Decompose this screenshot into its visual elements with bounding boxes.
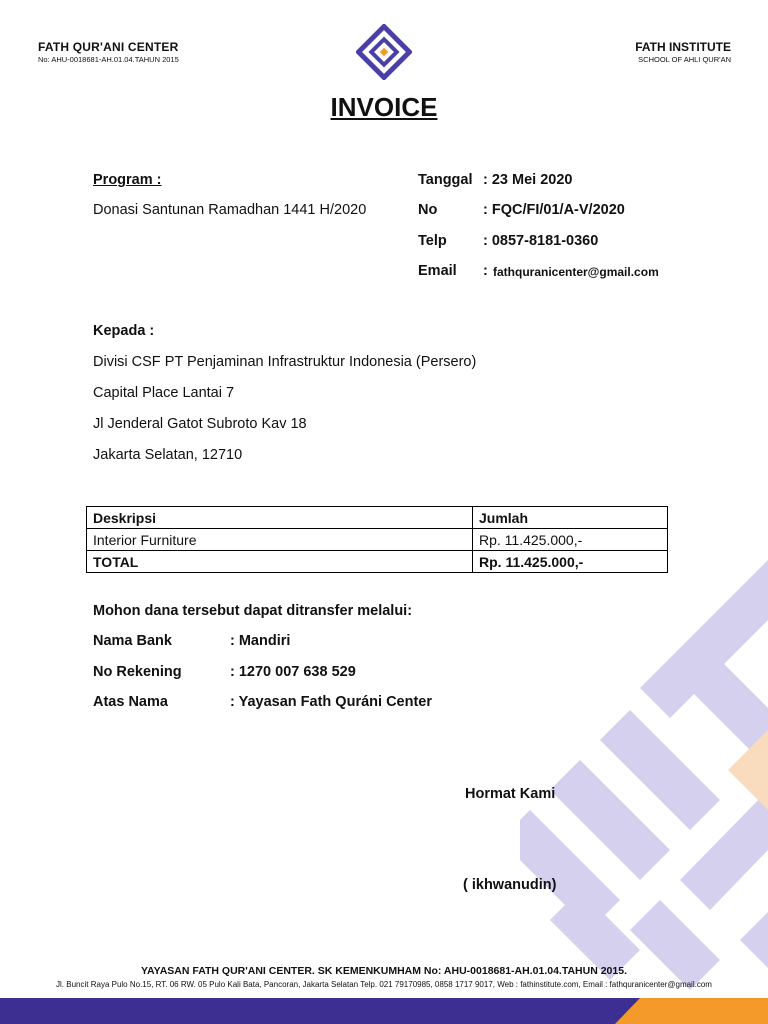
org-registration: No: AHU-0018681-AH.01.04.TAHUN 2015 [38, 55, 179, 64]
bank-value: : Mandiri [230, 633, 291, 649]
table-total-row [87, 551, 668, 573]
total-label: TOTAL [87, 551, 473, 573]
col-description-header: Deskripsi [87, 507, 473, 529]
account-value: : 1270 007 638 529 [230, 664, 356, 680]
invoice-no-label: No [418, 202, 438, 218]
col-amount-header: Jumlah [473, 507, 668, 529]
recipient-line-3: Jl Jenderal Gatot Subroto Kav 18 [93, 416, 307, 432]
table-header-row [87, 507, 668, 529]
date-value: : 23 Mei 2020 [483, 172, 573, 188]
institute-tagline: SCHOOL OF AHLI QUR'AN [638, 55, 731, 64]
org-name: FATH QUR'ANI CENTER [38, 40, 179, 54]
footer-title: YAYASAN FATH QUR'ANI CENTER. SK KEMENKUMHAM No: AHU-0018681-AH.01.04.TAHUN 2015. [141, 965, 627, 977]
email-value: fathquranicenter@gmail.com [493, 265, 659, 279]
date-label: Tanggal [418, 172, 473, 188]
program-value: Donasi Santunan Ramadhan 1441 H/2020 [93, 202, 367, 218]
signer-name: ( ikhwanudin) [463, 877, 557, 893]
phone-value: : 0857-8181-0360 [483, 233, 599, 249]
recipient-line-2: Capital Place Lantai 7 [93, 385, 235, 401]
item-amount: Rp. 11.425.000,- [473, 529, 668, 551]
recipient-line-4: Jakarta Selatan, 12710 [93, 447, 243, 463]
logo-icon [356, 24, 412, 80]
program-label: Program : [93, 172, 162, 188]
item-description: Interior Furniture [87, 529, 473, 551]
bank-label: Nama Bank [93, 633, 172, 649]
recipient-label: Kepada : [93, 323, 155, 339]
table-row [87, 529, 668, 551]
institute-name: FATH INSTITUTE [635, 40, 731, 54]
payment-intro: Mohon dana tersebut dapat ditransfer melalui: [93, 603, 413, 619]
invoice-no-value: : FQC/FI/01/A-V/2020 [483, 202, 625, 218]
footer-bar [0, 998, 768, 1024]
invoice-table [86, 506, 668, 573]
phone-label: Telp [418, 233, 447, 249]
footer-address: Jl. Buncit Raya Pulo No.15, RT. 06 RW. 05 Pulo Kali Bata, Pancoran, Jakarta Selatan Telp. 021 79170985, 0858 1717 9017, Web : fathinstitute.com, Email : fathquranicenter@gmail.com [56, 980, 712, 989]
account-name-value: : Yayasan Fath Quráni Center [230, 694, 432, 710]
account-label: No Rekening [93, 664, 182, 680]
email-label: Email [418, 263, 457, 279]
email-colon: : [483, 263, 488, 279]
recipient-line-1: Divisi CSF PT Penjaminan Infrastruktur Indonesia (Persero) [93, 354, 477, 370]
closing-text: Hormat Kami [465, 786, 556, 802]
page-title: INVOICE [330, 92, 438, 122]
background-pattern [520, 560, 768, 1000]
account-name-label: Atas Nama [93, 694, 168, 710]
total-amount: Rp. 11.425.000,- [473, 551, 668, 573]
